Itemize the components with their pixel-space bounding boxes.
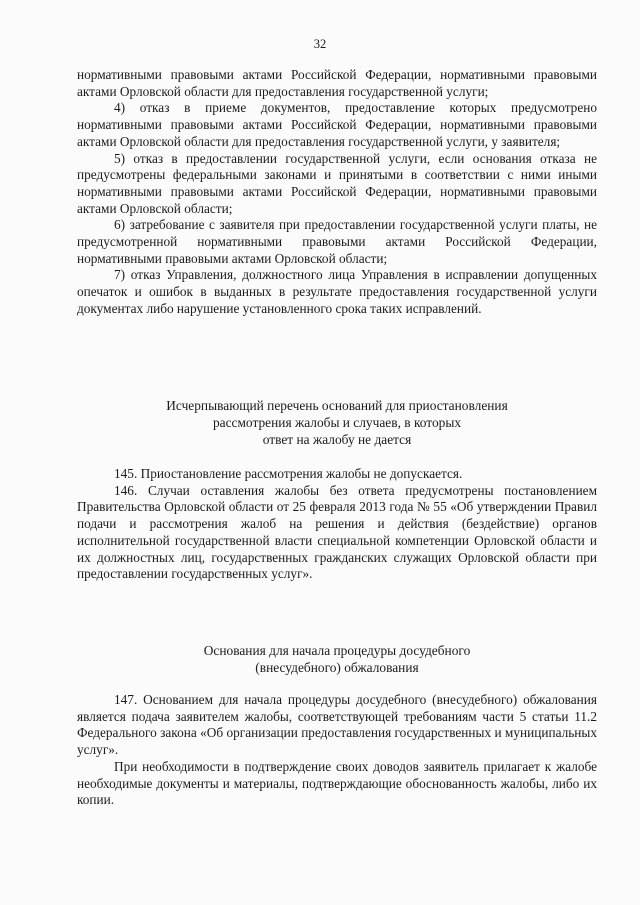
heading-line: Исчерпывающий перечень оснований для приостановления <box>166 398 508 413</box>
text-block-top <box>77 67 597 318</box>
section-heading-suspension <box>77 398 597 448</box>
heading-line: рассмотрения жалобы и случаев, в которых <box>212 414 462 430</box>
paragraph-item-7: 7) отказ Управления, должностного лица Управления в исправлении допущенных опечаток и ошибок в выданных в результате предоставления государственной услуги документах либо нарушение установленного срока таких исправлений. <box>77 267 597 316</box>
heading-line: Основания для начала процедуры досудебного <box>203 643 471 658</box>
paragraph-147: 147. Основанием для начала процедуры досудебного (внесудебного) обжалования является подача заявителем жалобы, соответствующей требованиям части 5 статьи 11.2 Федерального закона «Об организации предоставления государственных и муниципальных услуг». <box>77 692 597 758</box>
section-heading-grounds <box>77 643 597 677</box>
page-number: 32 <box>313 37 327 51</box>
text-block-middle <box>77 466 597 583</box>
heading-line: (внесудебного) обжалования <box>255 659 419 675</box>
heading-line: ответ на жалобу не дается <box>262 431 412 447</box>
text-block-bottom <box>77 692 597 809</box>
paragraph-attachments: При необходимости в подтверждение своих доводов заявитель прилагает к жалобе необходимые документы и материалы, подтверждающие обоснованность жалобы, либо их копии. <box>77 758 597 808</box>
paragraph-item-5: 5) отказ в предоставлении государственной услуги, если основания отказа не предусмотрены федеральными законами и принятыми в соответствии с ними иными нормативными правовыми актами Российской Федерации, нормативными правовыми актами Орловской области; <box>77 150 597 216</box>
paragraph-item-6: 6) затребование с заявителя при предоставлении государственной услуги платы, не предусмотренной нормативными правовыми актами Российской Федерации, нормативными правовыми актами Орловской области; <box>77 217 597 266</box>
paragraph-146: 146. Случаи оставления жалобы без ответа предусмотрены постановлением Правительства Орловской области от 25 февраля 2013 года № 55 «Об утверждении Правил подачи и рассмотрения жалоб на решения и действия (бездействие) органов исполнительной государственной власти специальной компетенции Орловской области и их должностных лиц, государственных гражданских служащих Орловской области при предоставлении государственных услуг». <box>77 482 597 582</box>
paragraph-145: 145. Приостановление рассмотрения жалобы не допускается. <box>114 466 463 481</box>
paragraph-item-4: 4) отказ в приеме документов, предоставление которых предусмотрено нормативными правовыми актами Российской Федерации, нормативными правовыми актами Орловской области для предоставления государственной услуги, у заявителя; <box>77 100 597 149</box>
paragraph-continuation: нормативными правовыми актами Российской Федерации, нормативными правовыми актами Орловской области для предоставления государственной услуги; <box>77 67 597 99</box>
